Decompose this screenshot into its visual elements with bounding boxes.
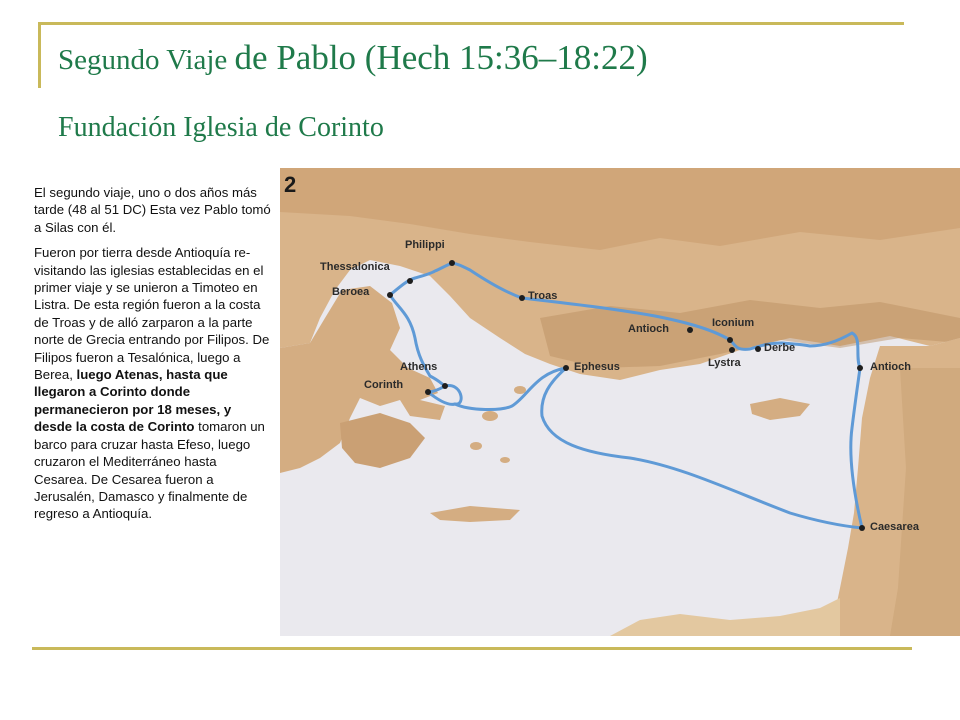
map-number: 2: [284, 172, 297, 197]
label-antioch-pisidia: Antioch: [628, 323, 669, 335]
dot-beroea: [387, 292, 393, 298]
label-athens: Athens: [400, 361, 438, 373]
label-beroea: Beroea: [332, 286, 370, 298]
label-troas: Troas: [528, 290, 558, 302]
dot-lystra: [729, 347, 735, 353]
label-ephesus: Ephesus: [574, 361, 620, 373]
top-decorative-rule: [38, 22, 904, 25]
dot-athens: [442, 383, 448, 389]
map-island-4: [500, 457, 510, 463]
slide-subtitle: Fundación Iglesia de Corinto: [58, 112, 384, 143]
label-caesarea: Caesarea: [870, 521, 919, 533]
paragraph-journey-bold: luego Atenas, hasta que llegaron a Corinto donde permanecieron por 18 meses, y desde la costa de Corinto: [34, 367, 232, 435]
label-philippi: Philippi: [405, 239, 445, 251]
dot-derbe: [755, 346, 761, 352]
title-part-2: de Pablo (Hech 15:36–18:22): [234, 38, 648, 77]
label-antioch-syria: Antioch: [870, 361, 911, 373]
dot-corinth: [425, 389, 431, 395]
label-derbe: Derbe: [764, 342, 796, 354]
journey-map: [280, 168, 960, 636]
map-island-2: [514, 386, 526, 394]
dot-antioch-syria: [857, 365, 863, 371]
dot-philippi: [449, 260, 455, 266]
dot-iconium: [727, 337, 733, 343]
dot-thessalonica: [407, 278, 413, 284]
dot-troas: [519, 295, 525, 301]
description-text: [34, 184, 272, 531]
map-svg: [280, 168, 960, 636]
map-island-1: [482, 411, 498, 421]
dot-ephesus: [563, 365, 569, 371]
dot-caesarea: [859, 525, 865, 531]
paragraph-journey-end: tomaron un barco para cruzar hasta Efeso, luego cruzaron el Mediterráneo hasta Cesarea. De Cesarea fueron a Jerusalén, Damasco y finalmente de regreso a Antioquía.: [34, 419, 265, 522]
slide-title: [58, 38, 648, 78]
paragraph-intro: El segundo viaje, uno o dos años más tarde (48 al 51 DC) Esta vez Pablo tomó a Silas con él.: [34, 185, 271, 235]
dot-antioch-pisidia: [687, 327, 693, 333]
label-corinth: Corinth: [364, 379, 404, 391]
paragraph-journey-start: Fueron por tierra desde Antioquía re-visitando las iglesias establecidas en el primer viaje y se unieron a Timoteo en Listra. De esta región fueron a la costa de Troas y de alló zarparon a la parte norte de Grecia entrando por Filipos. De Filipos fueron a Tesalónica, luego a Berea,: [34, 245, 270, 383]
title-part-1: Segundo Viaje: [58, 44, 235, 76]
map-island-3: [470, 442, 482, 450]
label-lystra: Lystra: [708, 357, 741, 369]
left-decorative-rule: [38, 22, 41, 88]
bottom-decorative-rule: [32, 647, 912, 650]
label-thessalonica: Thessalonica: [320, 261, 390, 273]
label-iconium: Iconium: [712, 317, 755, 329]
paragraph-journey: [34, 244, 272, 523]
